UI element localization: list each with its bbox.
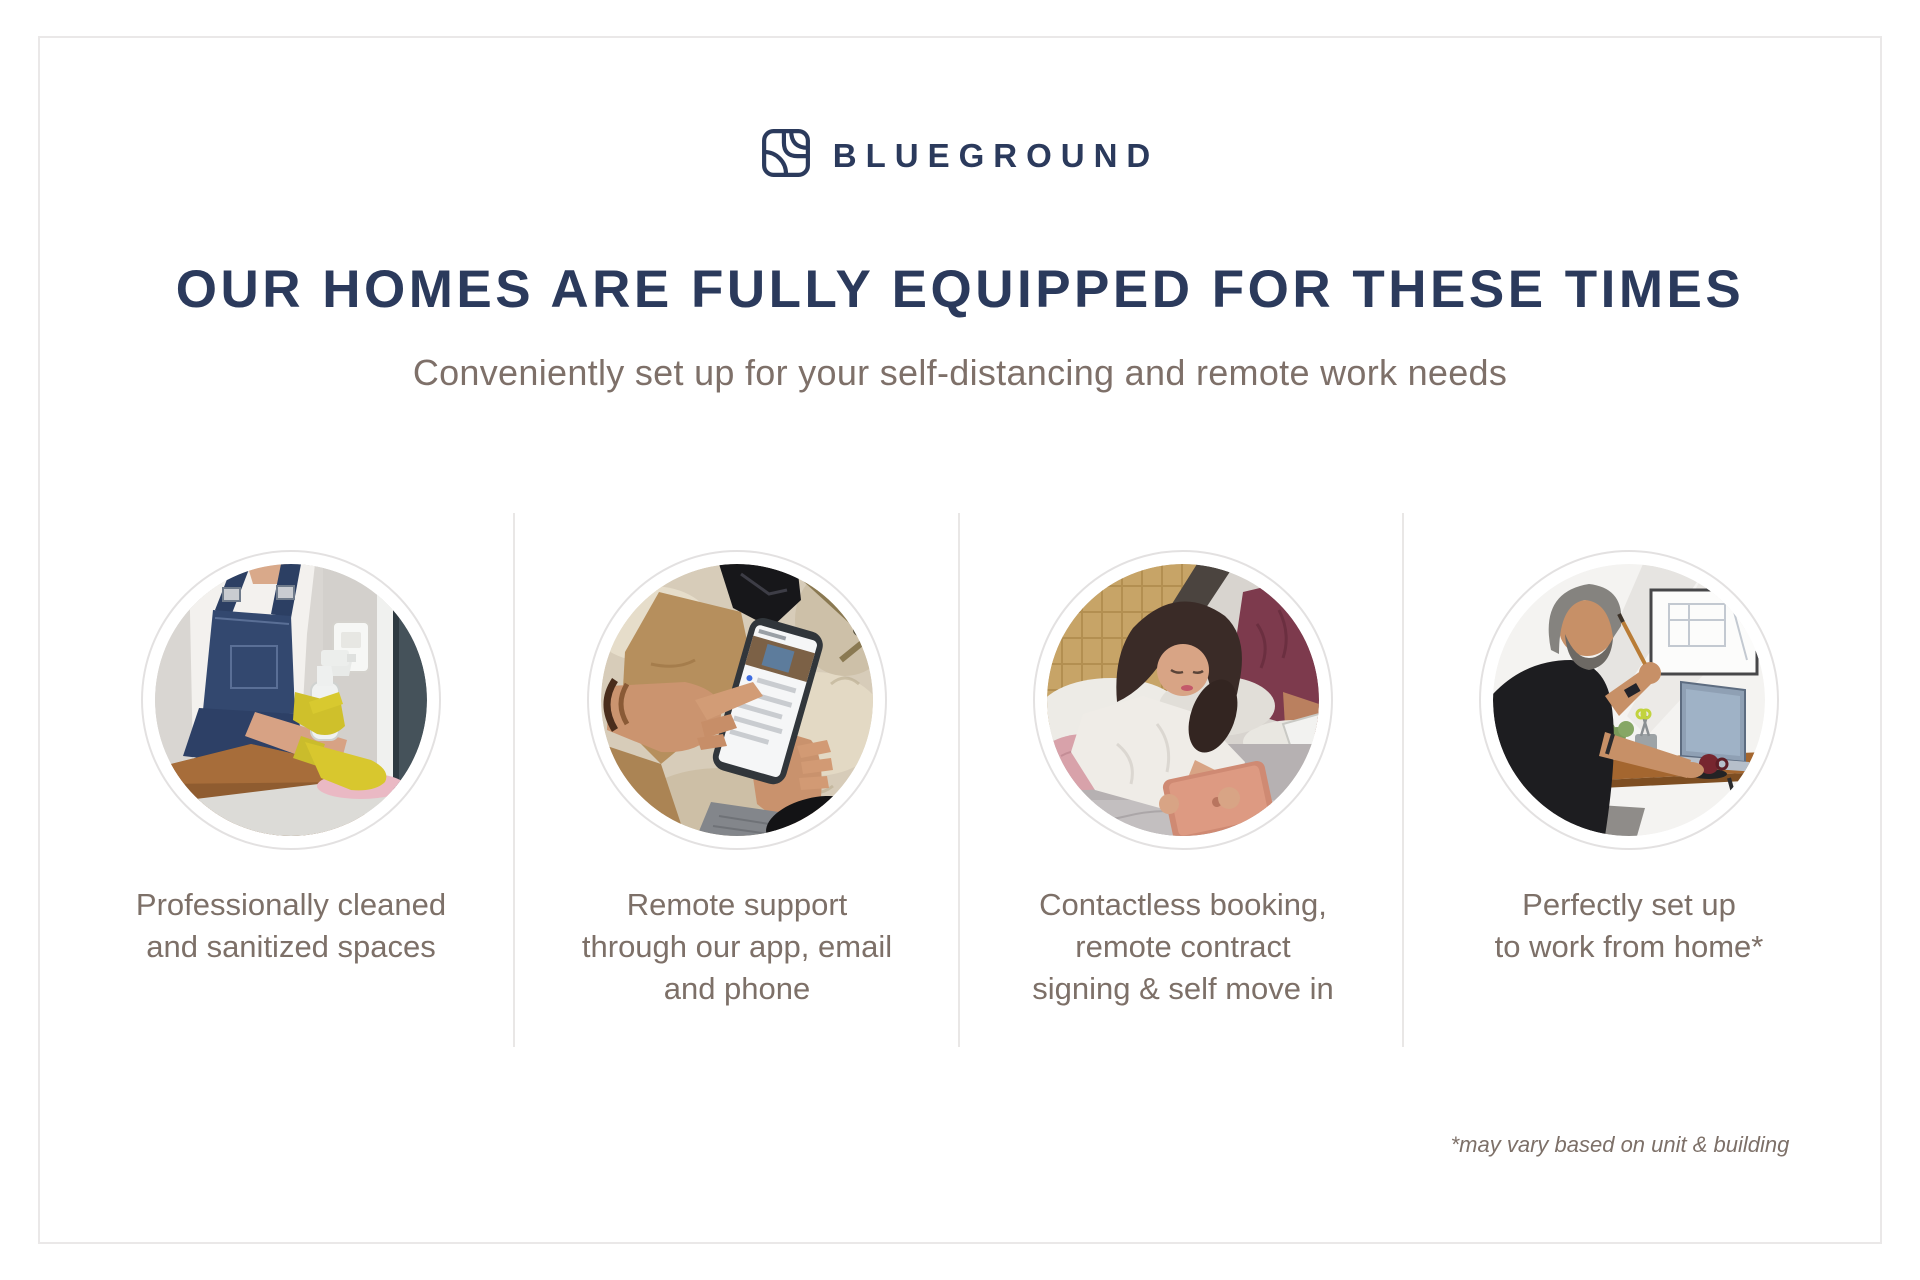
feature-contactless-booking [960,550,1406,1010]
feature-caption [582,884,892,1010]
photo-ring [141,550,441,850]
caption-line: Remote support [626,887,848,922]
caption-line: through our app, email [581,929,893,964]
brand-logo [0,128,1920,183]
caption-line: to work from home* [1494,929,1764,964]
feature-caption [1032,884,1334,1010]
feature-columns [68,550,1852,1010]
caption-line: and phone [663,971,811,1006]
caption-line: Professionally cleaned [135,887,447,922]
tablet-signing-photo [1047,564,1319,836]
photo-ring [587,550,887,850]
caption-line: signing & self move in [1032,971,1334,1006]
caption-line: Contactless booking, [1039,887,1327,922]
app-support-photo [601,564,873,836]
feature-work-from-home [1406,550,1852,1010]
subtitle: Conveniently set up for your self-distancing and remote work needs [412,352,1508,393]
caption-line: Perfectly set up [1522,887,1736,922]
feature-remote-support [514,550,960,1010]
home-office-photo [1493,564,1765,836]
feature-caption [136,884,446,968]
caption-line: and sanitized spaces [146,929,436,964]
photo-ring [1479,550,1779,850]
footnote: *may vary based on unit & building [1450,1132,1790,1157]
blueground-logo-icon [761,128,811,183]
headline: OUR HOMES ARE FULLY EQUIPPED FOR THESE TIMES [175,260,1745,319]
brand-logo-text: BLUEGROUND [832,136,1160,174]
caption-line: remote contract [1075,929,1291,964]
photo-ring [1033,550,1333,850]
feature-cleaning [68,550,514,1010]
cleaning-photo [155,564,427,836]
feature-caption [1495,884,1764,968]
